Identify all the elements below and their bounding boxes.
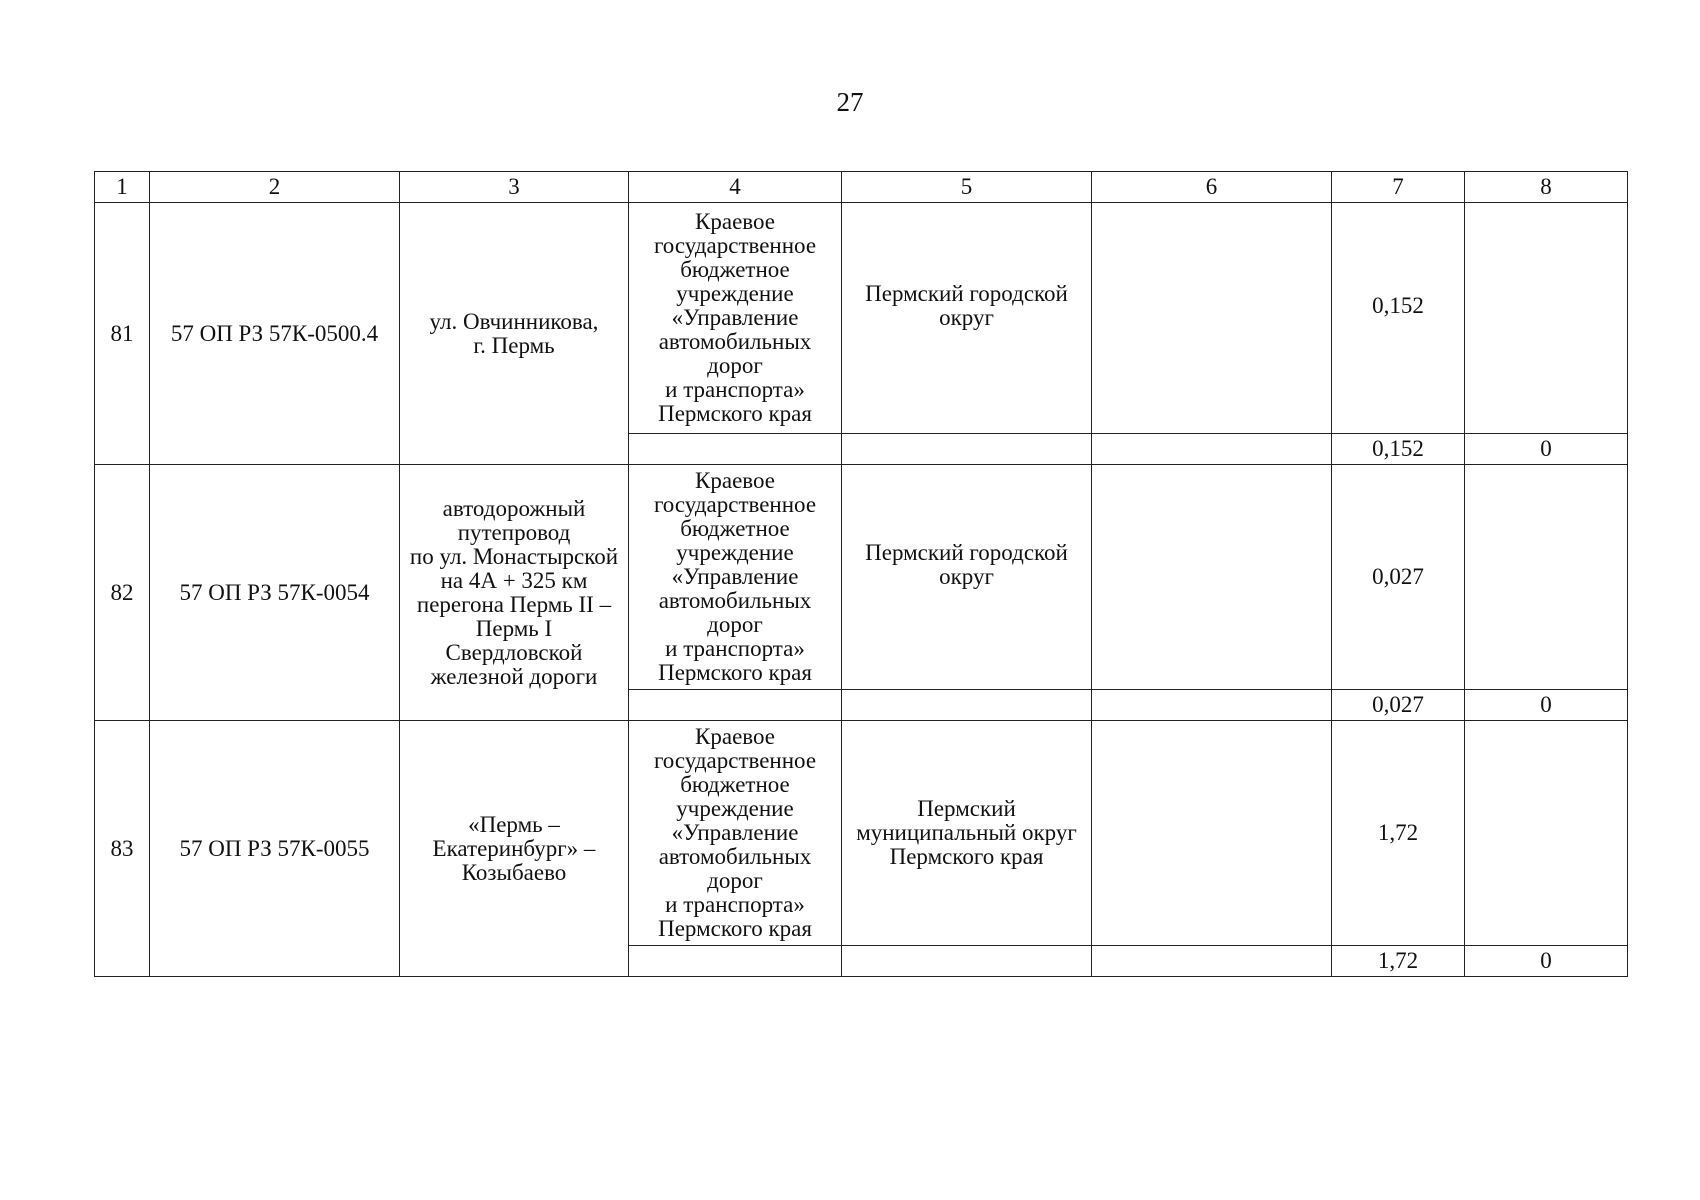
length-cell: 1,72 — [1332, 721, 1465, 946]
subtotal-col6 — [1092, 434, 1332, 465]
row-number: 83 — [95, 721, 150, 977]
header-cell: 7 — [1332, 172, 1465, 203]
row-number: 81 — [95, 203, 150, 465]
owner-cell: Краевое государственное бюджетное учреждение «Управление автомобильных дорог и транспорта» Пермского края — [629, 721, 842, 946]
subtotal-col8: 0 — [1465, 690, 1628, 721]
table-row — [95, 465, 1628, 690]
column-6-cell — [1092, 721, 1332, 946]
column-8-cell — [1465, 465, 1628, 690]
column-8-cell — [1465, 721, 1628, 946]
subtotal-col4 — [629, 434, 842, 465]
subtotal-col5 — [842, 434, 1092, 465]
header-cell: 1 — [95, 172, 150, 203]
column-6-cell — [1092, 203, 1332, 434]
subtotal-col8: 0 — [1465, 434, 1628, 465]
subtotal-col5 — [842, 690, 1092, 721]
page-number: 27 — [836, 87, 864, 117]
length-cell: 0,152 — [1332, 203, 1465, 434]
header-row — [95, 172, 1628, 203]
subtotal-col8: 0 — [1465, 946, 1628, 977]
row-number: 82 — [95, 465, 150, 721]
header-cell: 6 — [1092, 172, 1332, 203]
subtotal-length: 1,72 — [1332, 946, 1465, 977]
header-cell: 4 — [629, 172, 842, 203]
header-cell: 2 — [150, 172, 400, 203]
data-table — [94, 171, 1628, 977]
road-name: автодорожный путепровод по ул. Монастырской на 4А + 325 км перегона Пермь II – Пермь I Свердловской железной дороги — [400, 465, 629, 721]
district-cell: Пермский городской округ — [842, 465, 1092, 690]
district-cell: Пермский муниципальный округ Пермского края — [842, 721, 1092, 946]
subtotal-col6 — [1092, 946, 1332, 977]
road-code: 57 ОП РЗ 57К-0500.4 — [150, 203, 400, 465]
road-name: «Пермь – Екатеринбург» – Козыбаево — [400, 721, 629, 977]
owner-cell: Краевое государственное бюджетное учреждение «Управление автомобильных дорог и транспорта» Пермского края — [629, 465, 842, 690]
table-row — [95, 721, 1628, 946]
subtotal-length: 0,152 — [1332, 434, 1465, 465]
length-cell: 0,027 — [1332, 465, 1465, 690]
road-name: ул. Овчинникова, г. Пермь — [400, 203, 629, 465]
road-code: 57 ОП РЗ 57К-0054 — [150, 465, 400, 721]
subtotal-length: 0,027 — [1332, 690, 1465, 721]
header-cell: 5 — [842, 172, 1092, 203]
district-cell: Пермский городской округ — [842, 203, 1092, 434]
subtotal-col5 — [842, 946, 1092, 977]
header-cell: 8 — [1465, 172, 1628, 203]
header-cell: 3 — [400, 172, 629, 203]
subtotal-col4 — [629, 690, 842, 721]
table-row — [95, 203, 1628, 434]
subtotal-col6 — [1092, 690, 1332, 721]
road-code: 57 ОП РЗ 57К-0055 — [150, 721, 400, 977]
column-6-cell — [1092, 465, 1332, 690]
owner-cell: Краевое государственное бюджетное учреждение «Управление автомобильных дорог и транспорта» Пермского края — [629, 203, 842, 434]
subtotal-col4 — [629, 946, 842, 977]
column-8-cell — [1465, 203, 1628, 434]
